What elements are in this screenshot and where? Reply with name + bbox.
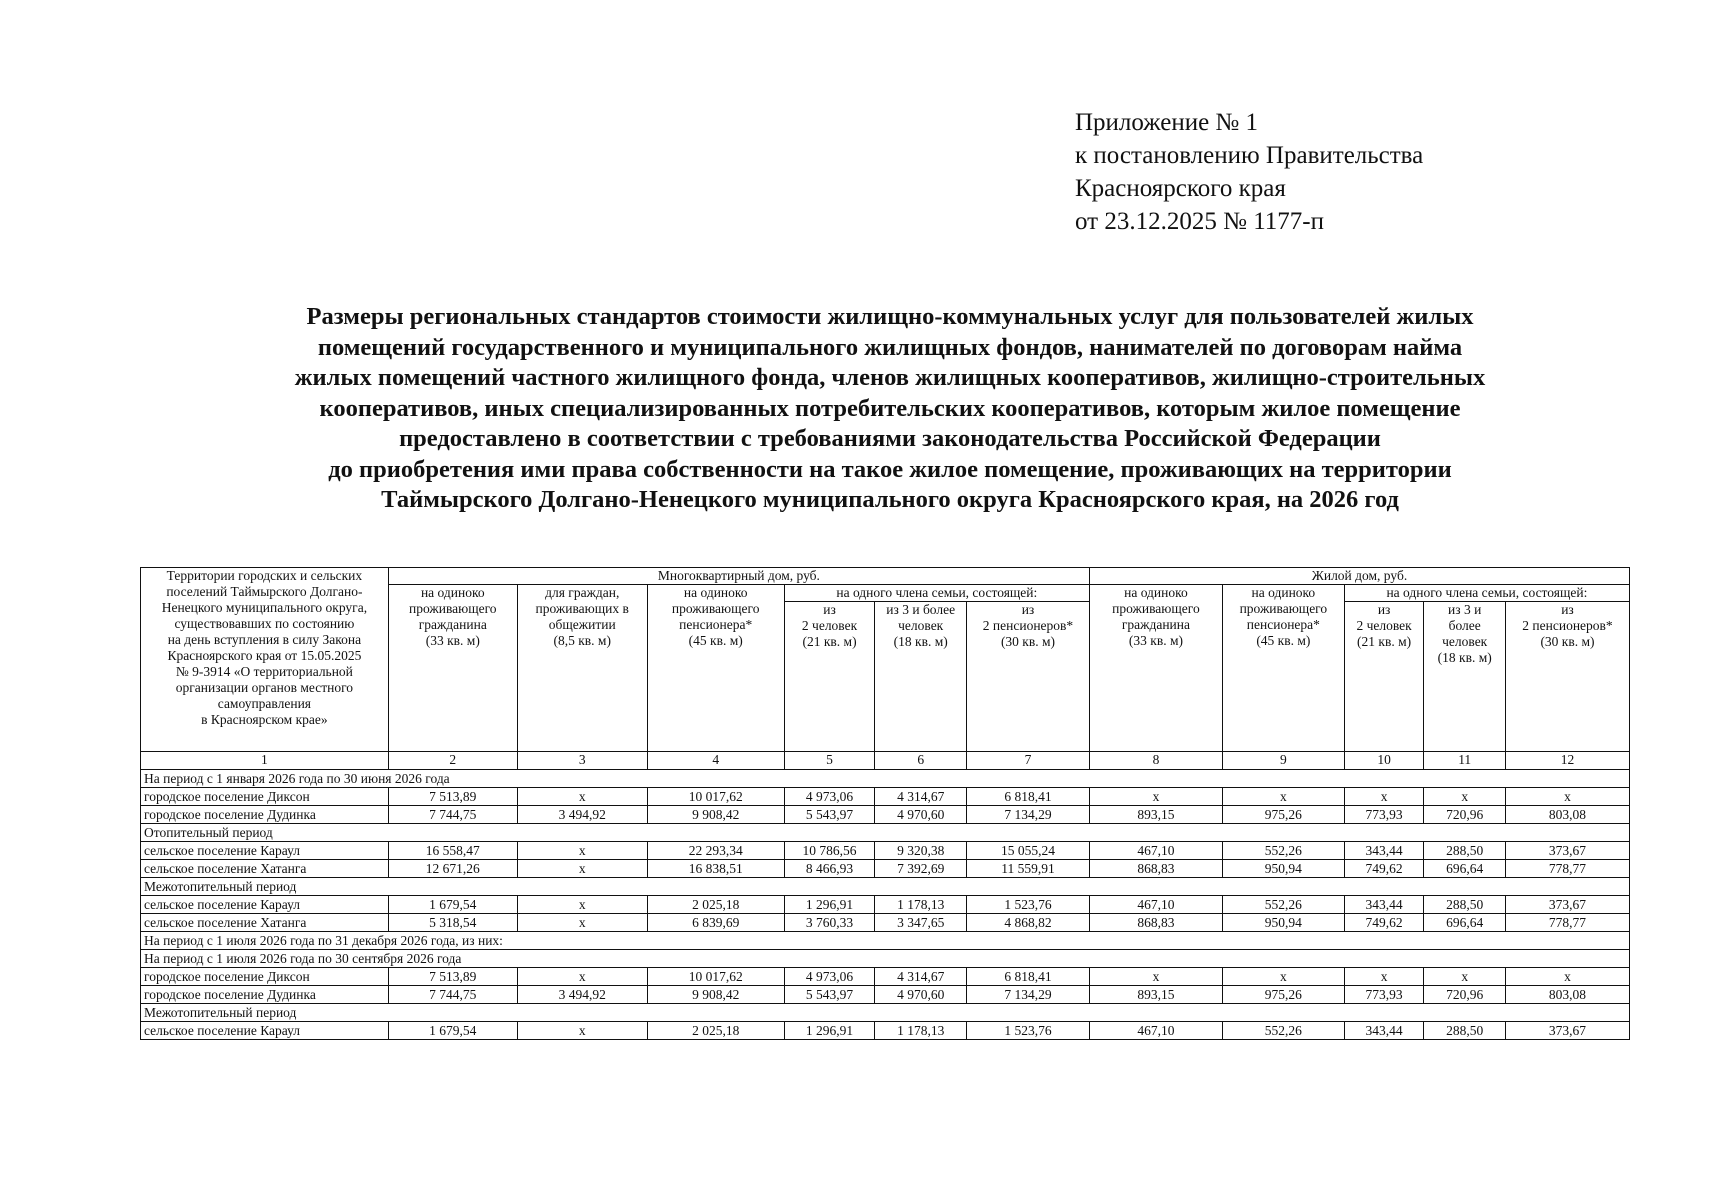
value-cell: 4 973,06 [784, 968, 875, 986]
territory-header: Территории городских и сельских поселений Таймырского Долгано- Ненецкого муниципального округа, существовавших по состоянию на день вступления в силу Закона Красноярского края от 15.05.2025 № 9-3914 «О территориальной организации органов местного самоуправления в Красноярском крае» [141, 568, 389, 752]
value-cell: 10 786,56 [784, 842, 875, 860]
value-cell: 6 818,41 [967, 968, 1090, 986]
col-number: 8 [1089, 752, 1222, 770]
value-cell: 7 134,29 [967, 986, 1090, 1004]
value-cell: 720,96 [1424, 806, 1506, 824]
value-cell: 696,64 [1424, 914, 1506, 932]
value-cell: 778,77 [1505, 860, 1629, 878]
value-cell: 4 973,06 [784, 788, 875, 806]
value-cell: 4 970,60 [875, 806, 967, 824]
value-cell: 7 744,75 [388, 806, 517, 824]
section-row [141, 770, 1630, 788]
table-row [141, 968, 1630, 986]
value-cell: 893,15 [1089, 806, 1222, 824]
value-cell: х [1344, 968, 1424, 986]
table-row [141, 914, 1630, 932]
value-cell: 7 513,89 [388, 788, 517, 806]
value-cell: 696,64 [1424, 860, 1506, 878]
value-cell: 8 466,93 [784, 860, 875, 878]
value-cell: 1 178,13 [875, 1022, 967, 1040]
value-cell: х [1089, 968, 1222, 986]
value-cell: 288,50 [1424, 896, 1506, 914]
value-cell: 4 314,67 [875, 968, 967, 986]
value-cell: 2 025,18 [647, 896, 784, 914]
value-cell: 7 513,89 [388, 968, 517, 986]
section-row [141, 950, 1630, 968]
value-cell: 7 744,75 [388, 986, 517, 1004]
value-cell: х [517, 842, 647, 860]
value-cell: 4 868,82 [967, 914, 1090, 932]
section-row [141, 878, 1630, 896]
col-number: 2 [388, 752, 517, 770]
value-cell: 15 055,24 [967, 842, 1090, 860]
value-cell: 373,67 [1505, 896, 1629, 914]
value-cell: 343,44 [1344, 1022, 1424, 1040]
value-cell: 343,44 [1344, 896, 1424, 914]
value-cell: х [1505, 788, 1629, 806]
value-cell: 950,94 [1222, 860, 1344, 878]
value-cell: 773,93 [1344, 986, 1424, 1004]
value-cell: 16 838,51 [647, 860, 784, 878]
value-cell: 343,44 [1344, 842, 1424, 860]
value-cell: 975,26 [1222, 806, 1344, 824]
value-cell: 288,50 [1424, 1022, 1506, 1040]
family-apartment-header: на одного члена семьи, состоящей: [784, 585, 1089, 602]
document-title [150, 302, 1630, 516]
value-cell: 552,26 [1222, 1022, 1344, 1040]
section-row [141, 932, 1630, 950]
value-cell: 3 760,33 [784, 914, 875, 932]
value-cell: 3 347,65 [875, 914, 967, 932]
territory-cell: городское поселение Дудинка [141, 806, 389, 824]
table-row [141, 896, 1630, 914]
appendix-block [1075, 106, 1423, 238]
column-number-row [141, 752, 1630, 770]
section-row [141, 1004, 1630, 1022]
title-line: предоставлено в соответствии с требованиями законодательства Российской Федерации [399, 425, 1381, 452]
appendix-line: Приложение № 1 [1075, 109, 1259, 136]
title-line: до приобретения ими права собственности на такое жилое помещение, проживающих на территории [328, 455, 1452, 483]
value-cell: х [1424, 788, 1506, 806]
value-cell: х [1344, 788, 1424, 806]
col7-header: из 2 пенсионеров* (30 кв. м) [967, 602, 1090, 752]
value-cell: 16 558,47 [388, 842, 517, 860]
value-cell: 7 392,69 [875, 860, 967, 878]
value-cell: 11 559,91 [967, 860, 1090, 878]
house-group-header: Жилой дом, руб. [1089, 568, 1629, 585]
appendix-line: от 23.12.2025 № 1177-п [1075, 208, 1324, 235]
col-number: 1 [141, 752, 389, 770]
value-cell: х [1424, 968, 1506, 986]
col10-header: из 2 человек (21 кв. м) [1344, 602, 1424, 752]
value-cell: х [517, 896, 647, 914]
col-number: 11 [1424, 752, 1506, 770]
appendix-line: к постановлению Правительства [1075, 142, 1424, 169]
value-cell: 1 679,54 [388, 896, 517, 914]
value-cell: 803,08 [1505, 806, 1629, 824]
value-cell: х [1222, 968, 1344, 986]
title-line: кооперативов, иных специализированных потребительских кооперативов, которым жилое помещение [319, 394, 1461, 422]
value-cell: 5 318,54 [388, 914, 517, 932]
value-cell: 2 025,18 [647, 1022, 784, 1040]
value-cell: 552,26 [1222, 842, 1344, 860]
value-cell: 1 296,91 [784, 896, 875, 914]
value-cell: 10 017,62 [647, 788, 784, 806]
col9-header: на одиноко проживающего пенсионера* (45 кв. м) [1222, 585, 1344, 752]
value-cell: х [517, 860, 647, 878]
territory-cell: сельское поселение Караул [141, 1022, 389, 1040]
value-cell: 467,10 [1089, 842, 1222, 860]
value-cell: 803,08 [1505, 986, 1629, 1004]
title-line: Размеры региональных стандартов стоимости жилищно-коммунальных услуг для пользователей жилых [306, 303, 1474, 330]
family-house-header: на одного члена семьи, состоящей: [1344, 585, 1629, 602]
col12-header: из 2 пенсионеров* (30 кв. м) [1505, 602, 1629, 752]
value-cell: 1 523,76 [967, 896, 1090, 914]
col6-header: из 3 и более человек (18 кв. м) [875, 602, 967, 752]
value-cell: 4 314,67 [875, 788, 967, 806]
territory-cell: городское поселение Дудинка [141, 986, 389, 1004]
section-label: Отопительный период [141, 824, 1630, 842]
value-cell: 10 017,62 [647, 968, 784, 986]
col4-header: на одиноко проживающего пенсионера* (45 кв. м) [647, 585, 784, 752]
territory-cell: сельское поселение Хатанга [141, 860, 389, 878]
col11-header: из 3 и более человек (18 кв. м) [1424, 602, 1506, 752]
col-number: 3 [517, 752, 647, 770]
section-label: Межотопительный период [141, 1004, 1630, 1022]
value-cell: 975,26 [1222, 986, 1344, 1004]
table-row [141, 842, 1630, 860]
table-row [141, 986, 1630, 1004]
value-cell: 552,26 [1222, 896, 1344, 914]
value-cell: х [517, 968, 647, 986]
territory-cell: городское поселение Диксон [141, 968, 389, 986]
title-line: жилых помещений частного жилищного фонда, членов жилищных кооперативов, жилищно-строительных [294, 364, 1486, 391]
value-cell: 288,50 [1424, 842, 1506, 860]
value-cell: 720,96 [1424, 986, 1506, 1004]
value-cell: 1 296,91 [784, 1022, 875, 1040]
col-number: 5 [784, 752, 875, 770]
value-cell: 7 134,29 [967, 806, 1090, 824]
value-cell: 5 543,97 [784, 806, 875, 824]
value-cell: 9 320,38 [875, 842, 967, 860]
section-label: На период с 1 июля 2026 года по 31 декабря 2026 года, из них: [141, 932, 1630, 950]
territory-cell: сельское поселение Хатанга [141, 914, 389, 932]
value-cell: 4 970,60 [875, 986, 967, 1004]
col-number: 12 [1505, 752, 1629, 770]
value-cell: 3 494,92 [517, 806, 647, 824]
value-cell: 467,10 [1089, 896, 1222, 914]
table-row [141, 788, 1630, 806]
table-row [141, 1022, 1630, 1040]
value-cell: х [1222, 788, 1344, 806]
value-cell: 1 679,54 [388, 1022, 517, 1040]
table-row [141, 806, 1630, 824]
value-cell: 6 839,69 [647, 914, 784, 932]
col8-header: на одиноко проживающего гражданина (33 кв. м) [1089, 585, 1222, 752]
value-cell: 12 671,26 [388, 860, 517, 878]
value-cell: 1 523,76 [967, 1022, 1090, 1040]
value-cell: 773,93 [1344, 806, 1424, 824]
value-cell: 9 908,42 [647, 806, 784, 824]
col3-header: для граждан, проживающих в общежитии (8,5 кв. м) [517, 585, 647, 752]
col5-header: из 2 человек (21 кв. м) [784, 602, 875, 752]
section-label: Межотопительный период [141, 878, 1630, 896]
value-cell: 5 543,97 [784, 986, 875, 1004]
col-number: 4 [647, 752, 784, 770]
title-line: Таймырского Долгано-Ненецкого муниципального округа Красноярского края, на 2026 год [381, 486, 1399, 513]
value-cell: х [517, 788, 647, 806]
territory-cell: городское поселение Диксон [141, 788, 389, 806]
table-row [141, 860, 1630, 878]
value-cell: 6 818,41 [967, 788, 1090, 806]
title-line: помещений государственного и муниципального жилищных фондов, нанимателей по договорам найма [317, 333, 1463, 361]
value-cell: 778,77 [1505, 914, 1629, 932]
value-cell: 868,83 [1089, 860, 1222, 878]
apartment-group-header: Многоквартирный дом, руб. [388, 568, 1089, 585]
value-cell: 950,94 [1222, 914, 1344, 932]
value-cell: 868,83 [1089, 914, 1222, 932]
appendix-line: Красноярского края [1075, 175, 1286, 202]
col-number: 6 [875, 752, 967, 770]
col-number: 10 [1344, 752, 1424, 770]
value-cell: 3 494,92 [517, 986, 647, 1004]
value-cell: х [517, 1022, 647, 1040]
value-cell: х [1089, 788, 1222, 806]
value-cell: х [1505, 968, 1629, 986]
col-number: 9 [1222, 752, 1344, 770]
value-cell: 373,67 [1505, 1022, 1629, 1040]
value-cell: 749,62 [1344, 914, 1424, 932]
territory-cell: сельское поселение Караул [141, 896, 389, 914]
col2-header: на одиноко проживающего гражданина (33 кв. м) [388, 585, 517, 752]
standards-table [140, 567, 1630, 1040]
section-label: На период с 1 января 2026 года по 30 июня 2026 года [141, 770, 1630, 788]
value-cell: 9 908,42 [647, 986, 784, 1004]
value-cell: 893,15 [1089, 986, 1222, 1004]
value-cell: х [517, 914, 647, 932]
value-cell: 749,62 [1344, 860, 1424, 878]
value-cell: 467,10 [1089, 1022, 1222, 1040]
territory-cell: сельское поселение Караул [141, 842, 389, 860]
section-row [141, 824, 1630, 842]
value-cell: 1 178,13 [875, 896, 967, 914]
value-cell: 22 293,34 [647, 842, 784, 860]
value-cell: 373,67 [1505, 842, 1629, 860]
header-row-groups [141, 568, 1630, 585]
col-number: 7 [967, 752, 1090, 770]
section-label: На период с 1 июля 2026 года по 30 сентября 2026 года [141, 950, 1630, 968]
